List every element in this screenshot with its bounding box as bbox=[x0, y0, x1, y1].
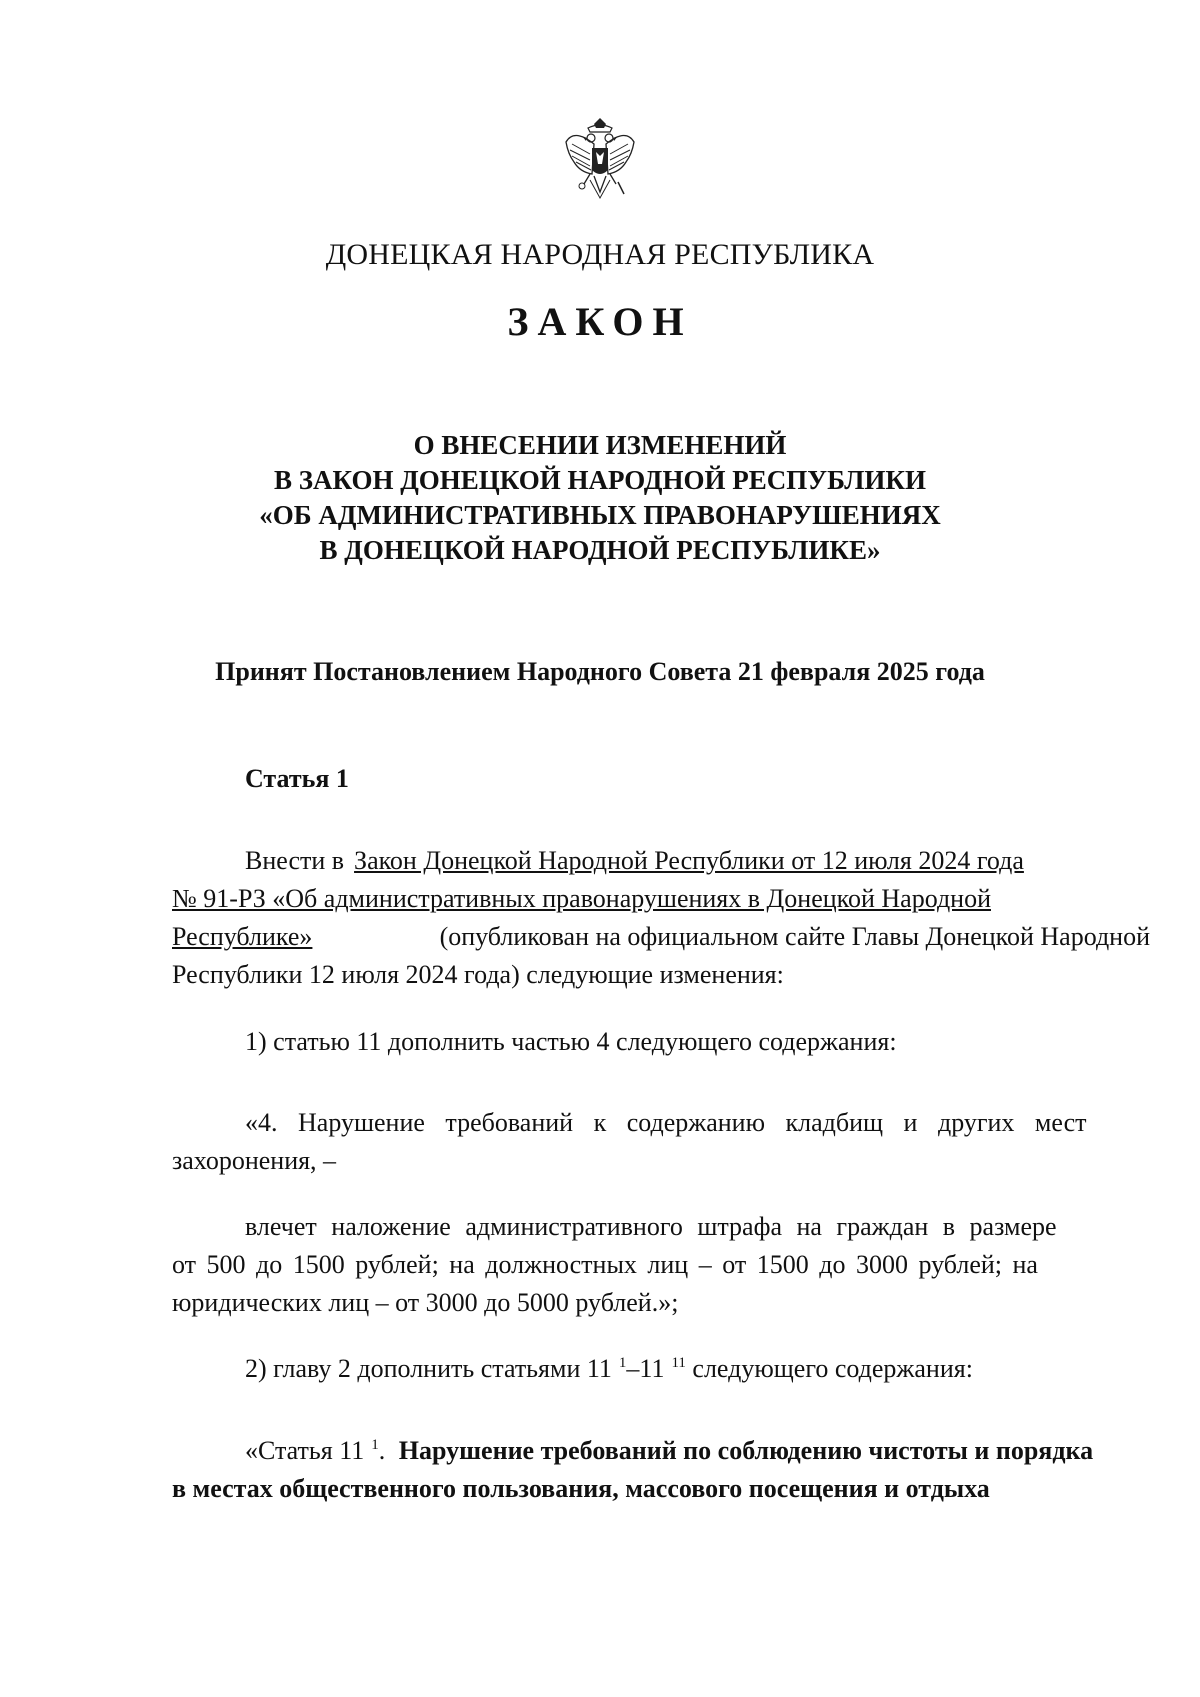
part-4-line: захоронения, – bbox=[172, 1146, 337, 1175]
part-4-text bbox=[172, 1104, 1150, 1180]
intro-line: Внести в Закон Донецкой Народной Республики от 12 июля 2024 года bbox=[172, 842, 1150, 880]
law-reference-link[interactable]: № 91-РЗ «Об административных правонарушениях в Донецкой Народной bbox=[172, 884, 991, 913]
law-title-line: В ЗАКОН ДОНЕЦКОЙ НАРОДНОЙ РЕСПУБЛИКИ bbox=[274, 465, 926, 495]
law-reference-link[interactable]: Закон Донецкой Народной Республики от 12 июля 2024 года bbox=[354, 846, 1024, 875]
part-4-line: «4. Нарушение требований к содержанию кладбищ и других мест bbox=[245, 1108, 1087, 1137]
item-2: 2) главу 2 дополнить статьями 11 $^1$–11 $^{11}$ следующего содержания: bbox=[245, 1354, 973, 1383]
article-1-heading: Статья 1 bbox=[245, 764, 349, 793]
law-reference-link[interactable]: Республике» bbox=[172, 922, 313, 951]
law-title-line: «ОБ АДМИНИСТРАТИВНЫХ ПРАВОНАРУШЕНИЯХ bbox=[259, 500, 941, 530]
law-title bbox=[0, 428, 1200, 568]
penalty-line: юридических лиц – от 3000 до 5000 рублей.»; bbox=[172, 1288, 679, 1317]
new-article-title: в местах общественного пользования, массового посещения и отдыха bbox=[172, 1474, 990, 1503]
law-title-line: О ВНЕСЕНИИ ИЗМЕНЕНИЙ bbox=[413, 430, 787, 460]
republic-name: ДОНЕЦКАЯ НАРОДНАЯ РЕСПУБЛИКА bbox=[325, 238, 875, 271]
penalty-line: влечет наложение административного штрафа на граждан в размере bbox=[245, 1212, 1057, 1241]
coat-of-arms-icon bbox=[564, 118, 636, 216]
adoption-statement: Принят Постановлением Народного Совета 21 февраля 2025 года bbox=[215, 657, 985, 686]
law-title-line: В ДОНЕЦКОЙ НАРОДНОЙ РЕСПУБЛИКЕ» bbox=[319, 535, 881, 565]
intro-line: Республике» (опубликован на официальном сайте Главы Донецкой Народной bbox=[172, 918, 1150, 956]
penalty-text bbox=[172, 1208, 1150, 1322]
item-1: 1) статью 11 дополнить частью 4 следующего содержания: bbox=[245, 1027, 897, 1056]
document-type: ЗАКОН bbox=[507, 299, 693, 344]
article-1-intro bbox=[172, 842, 1150, 994]
intro-line: Республики 12 июля 2024 года) следующие изменения: bbox=[172, 960, 784, 989]
penalty-line: от 500 до 1500 рублей; на должностных лиц – от 1500 до 3000 рублей; на bbox=[172, 1250, 1038, 1279]
new-article-title: Нарушение требований по соблюдению чистоты и порядка bbox=[398, 1436, 1094, 1465]
new-article-11-1: «Статья 11 $^1$. Нарушение требований по соблюдению чистоты и порядка в местах общественного пользования, массового посещения и отдыха bbox=[172, 1432, 1150, 1508]
